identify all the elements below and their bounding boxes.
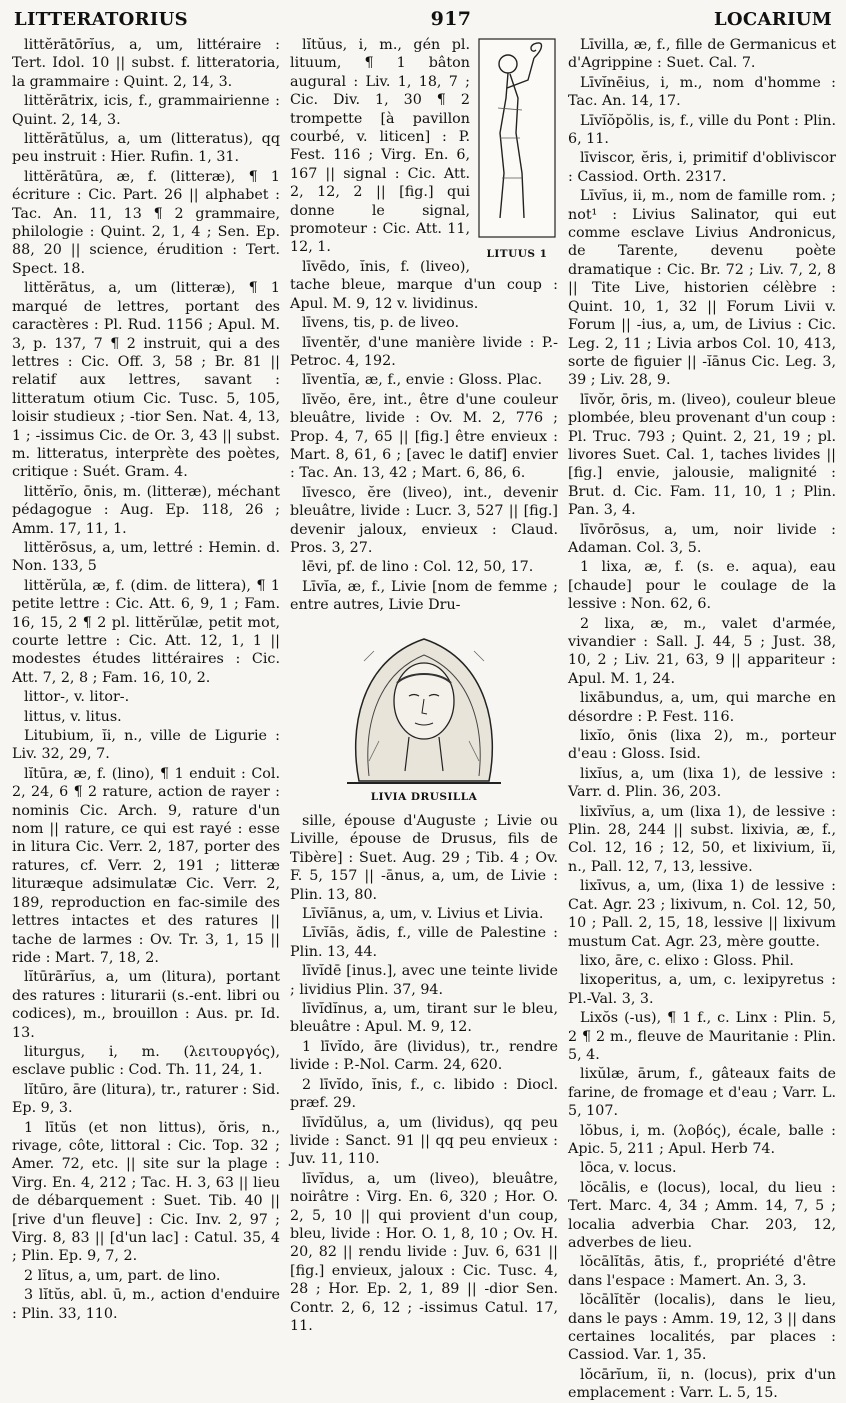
- page-number: 917: [430, 8, 472, 30]
- dictionary-entry: lēvi, pf. de lino : Col. 12, 50, 17.: [302, 559, 534, 576]
- column-2: [290, 36, 558, 1346]
- lituus-illustration: [478, 38, 556, 238]
- dictionary-entry: 1 līvĭdo, āre (lividus), tr., rendre livide : P.-Nol. Carm. 24, 620.: [290, 1038, 558, 1074]
- dictionary-entry: lŏcālis, e (locus), local, du lieu : Tert. Marc. 4, 34 ; Amm. 14, 7, 5 ; localia adverbia Char. 203, 12, adverbes de lieu.: [568, 1179, 836, 1251]
- page-header: [14, 8, 832, 36]
- dictionary-entry: līventĭa, æ, f., envie : Gloss. Plac.: [302, 372, 543, 389]
- dictionary-entry: līvēdo, ĭnis, f. (liveo), tache bleue, marque d'un coup : Apul. M. 9, 12 v. lividinus.: [290, 258, 558, 312]
- dictionary-entry: littĕrĭo, ōnis, m. (litteræ), méchant pédagogue : Aug. Ep. 118, 26 ; Amm. 17, 11, 1.: [12, 483, 280, 537]
- dictionary-entry: lixĭus, a, um (lixa 1), de lessive : Varr. d. Plin. 36, 203.: [568, 765, 836, 801]
- lituus-caption: LITUUS 1: [486, 248, 548, 261]
- dictionary-entry: Litubium, ĭi, n., ville de Ligurie : Liv. 32, 29, 7.: [12, 728, 280, 763]
- dictionary-entry: lŏcālĭtās, ātis, f., propriété d'être dans l'espace : Mamert. An. 3, 3.: [568, 1254, 836, 1289]
- dictionary-entry: lŏbus, i, m. (λοβός), écale, balle : Apic. 5, 211 ; Apul. Herb 74.: [568, 1122, 836, 1157]
- dictionary-entry: līvĭdē [inus.], avec une teinte livide ; lividius Plin. 37, 94.: [290, 963, 558, 998]
- livia-caption: LIVIA DRUSILLA: [370, 790, 478, 803]
- dictionary-entry: Līvĭnēius, i, m., nom d'homme : Tac. An. 14, 17.: [568, 74, 836, 110]
- dictionary-entry: lŏcārĭum, ĭi, n. (locus), prix d'un emplacement : Varr. L. 5, 15.: [568, 1366, 836, 1402]
- dictionary-entry: littĕrŭla, æ, f. (dim. de littera), ¶ 1 petite lettre : Cic. Att. 6, 9, 1 ; Fam. 16, 15, 2 ¶ 2 pl. littĕrŭlæ, petit mot, courte lettre : Cic. Att. 12, 1, 1 || modestes études littéraires : Cic. Att. 7, 2, 8 ; Fam. 16, 10, 2.: [12, 577, 280, 686]
- dictionary-entry: littĕrōsus, a, um, lettré : Hemin. d. Non. 133, 5: [12, 539, 280, 575]
- dictionary-entry: Līvĭa, æ, f., Livie [nom de femme ; entre autres, Livie Dru-: [290, 578, 558, 614]
- lituus-figure: [476, 38, 558, 264]
- columns: [12, 36, 836, 1402]
- header-right-word: LOCARIUM: [713, 9, 832, 30]
- dictionary-entry: littĕrātūra, æ, f. (litteræ), ¶ 1 écriture : Cic. Part. 26 || alphabet : Tac. An. 11, 13 ¶ 2 grammaire, philologie : Quint. 2, 1, 4 ; Sen. Ep. 88, 20 || science, érudition : Tert. Spect. 18.: [12, 168, 280, 277]
- dictionary-entry: liturgus, i, m. (λειτουργός), esclave public : Cod. Th. 11, 24, 1.: [12, 1043, 280, 1079]
- dictionary-entry: lĭtŭus, i, m., gén pl. lituum, ¶ 1 bâton augural : Liv. 1, 18, 7 ; Cic. Div. 1, 30 ¶ 2 trompette [à pavillon courbé, v. liticen] : P. Fest. 116 ; Virg. En. 6, 167 || signal : Cic. Att. 2, 12, 2 || [fig.] qui donne le signal, promoteur : Cic. Att. 11, 12, 1.: [290, 37, 470, 256]
- dictionary-entry: lĭtūrārĭus, a, um (litura), portant des ratures : liturarii (s.-ent. libri ou codices), m., brouillon : Aus. pr. Id. 13.: [12, 969, 280, 1041]
- dictionary-entry: lĭtūra, æ, f. (lino), ¶ 1 enduit : Col. 2, 24, 6 ¶ 2 rature, action de rayer : nominis Cic. Arch. 9, rature d'un nom || rature, ce qui est rayé : esse in litura Cic. Verr. 2, 187, porter des ratures, cf. Verr. 2, 191 ; litteræ lituræque adsimulatæ Cic. Verr. 2, 189, reproduction en fac-simile des lettres intactes et des ratures || tache de larmes : Ov. Tr. 3, 1, 15 || ride : Mart. 7, 18, 2.: [12, 765, 280, 966]
- dictionary-entry: Līvĭānus, a, um, v. Livius et Livia.: [302, 906, 544, 923]
- dictionary-entry: līvesco, ĕre (liveo), int., devenir bleuâtre, livide : Lucr. 3, 527 || [fig.] devenir jaloux, envieux : Claud. Pros. 3, 27.: [290, 484, 558, 556]
- dictionary-entry: sille, épouse d'Auguste ; Livie ou Liville, épouse de Drusus, fils de Tibère] : Suet. Aug. 29 ; Tib. 4 ; Ov. F. 5, 157 || -ānus, a, um, de Livie : Plin. 13, 80.: [290, 813, 558, 903]
- dictionary-entry: 1 lītŭs (et non littus), ŏris, n., rivage, côte, littoral : Cic. Top. 32 ; Amer. 72, etc. || site sur la plage : Virg. En. 4, 212 ; Tac. H. 3, 63 || lieu de débarquement : Suet. Tib. 40 || [rive d'un fleuve] : Cic. Inv. 2, 97 ; Virg. 8, 83 || [d'un lac] : Catul. 35, 4 ; Plin. Ep. 9, 7, 2.: [12, 1119, 280, 1265]
- dictionary-entry: Lixŏs (-us), ¶ 1 f., c. Linx : Plin. 5, 2 ¶ 2 m., fleuve de Mauritanie : Plin. 5, 4.: [568, 1010, 836, 1063]
- dictionary-entry: līvens, tis, p. de liveo.: [302, 315, 460, 332]
- dictionary-entry: lixo, āre, c. elixo : Gloss. Phil.: [580, 952, 794, 969]
- dictionary-entry: littor-, v. litor-.: [24, 689, 130, 706]
- dictionary-entry: 2 lĭtus, a, um, part. de lino.: [24, 1267, 221, 1284]
- dictionary-entry: līvŏr, ōris, m. (liveo), couleur bleue plombée, bleu provenant d'un coup : Pl. Truc. 793 ; Quint. 2, 21, 19 ; pl. livores Suet. Cal. 1, taches livides || [fig.] envie, jalousie, malignité : Brut. d. Cic. Fam. 11, 10, 1 ; Plin. Pan. 3, 4.: [568, 391, 836, 519]
- dictionary-entry: lixĭo, ōnis (lixa 2), m., porteur d'eau : Gloss. Isid.: [568, 728, 836, 763]
- column-3: [568, 36, 836, 1402]
- dictionary-entry: lixīvĭus, a, um (lixa 1), de lessive : Plin. 28, 244 || subst. lixivia, æ, f., Col. 12, 16 ; 12, 50, et lixivium, ĭi, n., Pall. 12, 7, 13, lessive.: [568, 803, 836, 875]
- header-left-word: LITTERATORIUS: [14, 9, 188, 30]
- dictionary-entry: lĭtūro, āre (litura), tr., raturer : Sid. Ep. 9, 3.: [12, 1081, 280, 1117]
- dictionary-entry: lōca, v. locus.: [580, 1160, 677, 1177]
- dictionary-entry: līventĕr, d'une manière livide : P.-Petroc. 4, 192.: [290, 334, 558, 369]
- dictionary-entry: Līvĭŏpŏlis, is, f., ville du Pont : Plin. 6, 11.: [568, 112, 836, 148]
- dictionary-entry: Līvĭus, ii, m., nom de famille rom. ; not¹ : Livius Salinator, qui eut comme esclave Livius Andronicus, de Tarente, devenu poète dramatique : Cic. Br. 72 ; Liv. 7, 2, 8 || Tite Live, historien célèbre : Quint. 10, 1, 32 || Forum Livii v. Forum || -ius, a, um, de Livius : Cic. Leg. 2, 11 ; Livia arbos Col. 10, 413, sorte de figuier || -ĭānus Cic. Leg. 3, 39 ; Liv. 28, 9.: [568, 188, 836, 389]
- dictionary-entry: littĕrātus, a, um (litteræ), ¶ 1 marqué de lettres, portant des caractères : Pl. Rud. 1156 ; Apul. M. 3, p. 137, 7 ¶ 2 instruit, qui a des lettres : Cic. Off. 3, 58 ; Br. 81 || relatif aux lettres, savant : litteratum otium Cic. Tusc. 5, 105, loisir studieux ; -tior Sen. Nat. 4, 13, 1 ; -issimus Cic. de Or. 3, 43 || subst. m. litteratus, interprète des poètes, critique : Suét. Gram. 4.: [12, 280, 280, 481]
- livia-illustration: [339, 621, 509, 786]
- dictionary-entry: līvĭdus, a, um (liveo), bleuâtre, noirâtre : Virg. En. 6, 320 ; Hor. O. 2, 5, 10 || qui provient d'un coup, bleu, livide : Hor. O. 1, 8, 10 ; Ov. H. 20, 82 || rendu livide : Juv. 6, 631 || [fig.] envieux, jaloux : Cic. Tusc. 4, 28 ; Hor. Ep. 2, 1, 89 || -dior Sen. Contr. 2, 6, 12 ; -issimus Catul. 17, 11.: [290, 1170, 558, 1334]
- dictionary-entry: līvĭdŭlus, a, um (lividus), qq peu livide : Sanct. 91 || qq peu envieux : Juv. 11, 110.: [290, 1114, 558, 1168]
- dictionary-entry: līvĭdĭnus, a, um, tirant sur le bleu, bleuâtre : Apul. M. 9, 12.: [290, 1001, 558, 1036]
- dictionary-entry: lixŭlæ, ārum, f., gâteaux faits de farine, de fromage et d'eau ; Varr. L. 5, 107.: [568, 1066, 836, 1120]
- dictionary-entry: 2 līvĭdo, ĭnis, f., c. libido : Diocl. præf. 29.: [290, 1076, 558, 1112]
- column-2-bottom: [290, 812, 558, 1335]
- dictionary-entry: lixoperitus, a, um, c. lexipyretus : Pl.-Val. 3, 3.: [568, 972, 836, 1007]
- dictionary-entry: littĕrātŭlus, a, um (litteratus), qq peu instruit : Hier. Rufin. 1, 31.: [12, 131, 280, 166]
- dictionary-entry: 2 lixa, æ, m., valet d'armée, vivandier : Sall. J. 44, 5 ; Just. 38, 10, 2 ; Liv. 21, 63, 9 || appariteur : Apul. M. 1, 24.: [568, 615, 836, 687]
- dictionary-entry: littĕrātrix, icis, f., grammairienne : Quint. 2, 14, 3.: [12, 93, 280, 128]
- dictionary-entry: līvōrōsus, a, um, noir livide : Adaman. Col. 3, 5.: [568, 521, 836, 556]
- livia-figure: [290, 621, 558, 806]
- dictionary-entry: lixīvus, a, um, (lixa 1) de lessive : Cat. Agr. 23 ; lixivum, n. Col. 12, 50, 10 ; Pall. 2, 15, 18, lessive || lixivum mustum Cat. Agr. 23, mère goutte.: [568, 878, 836, 950]
- dictionary-entry: Līvĭās, ădis, f., ville de Palestine : Plin. 13, 44.: [290, 925, 558, 960]
- column-1: [12, 36, 280, 1346]
- dictionary-entry: līvĕo, ēre, int., être d'une couleur bleuâtre, livide : Ov. M. 2, 776 ; Prop. 4, 7, 65 || [fig.] être envieux : Mart. 8, 61, 6 ; [avec le datif] envier : Tac. An. 13, 42 ; Mart. 6, 86, 6.: [290, 391, 558, 482]
- dictionary-entry: littus, v. litus.: [24, 708, 122, 725]
- dictionary-entry: littĕrātōrĭus, a, um, littéraire : Tert. Idol. 10 || subst. f. litteratoria, la grammaire : Quint. 2, 14, 3.: [12, 37, 280, 90]
- dictionary-entry: Līvilla, æ, f., fille de Germanicus et d'Agrippine : Suet. Cal. 7.: [568, 37, 836, 72]
- dictionary-entry: 1 lixa, æ, f. (s. e. aqua), eau [chaude] pour le coulage de la lessive : Non. 62, 6.: [568, 559, 836, 613]
- dictionary-entry: līviscor, ĕris, i, primitif d'obliviscor : Cassiod. Orth. 2317.: [568, 150, 836, 185]
- dictionary-entry: 3 lĭtŭs, abl. ū, m., action d'enduire : Plin. 33, 110.: [12, 1287, 280, 1322]
- dictionary-entry: lixābundus, a, um, qui marche en désordre : P. Fest. 116.: [568, 690, 836, 725]
- dictionary-entry: lŏcālĭtĕr (localis), dans le lieu, dans le pays : Amm. 19, 12, 3 || dans certaines localités, par places : Cassiod. Var. 1, 35.: [568, 1292, 836, 1364]
